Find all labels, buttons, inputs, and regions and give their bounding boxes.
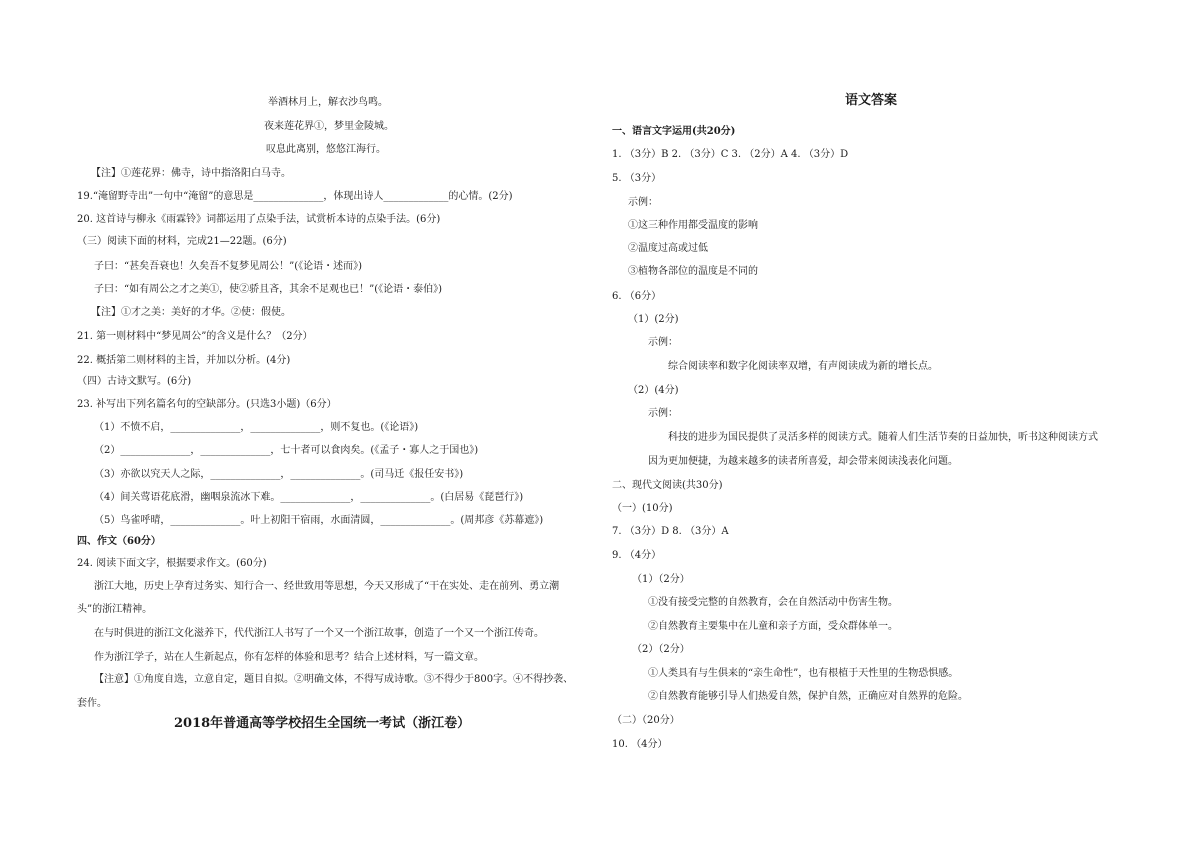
answer-9: 9. （4分） bbox=[612, 550, 662, 561]
answer-5-item-3: ③植物各部位的温度是不同的 bbox=[628, 266, 758, 277]
poem-note: 【注】①莲花界：佛寺，诗中指洛阳白马寺。 bbox=[91, 168, 291, 179]
fill-item-2: （2）______________，______________，七十者可以食肉矣。(《孟子・寡人之于国也》) bbox=[94, 445, 479, 456]
answer-section-2: 二、现代文阅读(共30分) bbox=[612, 480, 723, 491]
essay-prompt-3: 在与时俱进的浙江文化滋养下，代代浙江人书写了一个又一个浙江故事，创造了一个又一个浙江传奇。 bbox=[94, 628, 544, 639]
example-label: 示例： bbox=[648, 408, 678, 419]
answer-9-part-1: （1）（2分） bbox=[632, 574, 690, 585]
fill-item-3: （3）亦欲以究天人之际，______________，______________。(司马迁《报任安书》) bbox=[94, 469, 464, 480]
exam-title: 2018年普通高等学校招生全国统一考试（浙江卷） bbox=[174, 716, 471, 731]
poem-line-3: 叹息此离别，悠悠江海行。 bbox=[266, 144, 386, 155]
essay-prompt-1: 浙江大地，历史上孕育过务实、知行合一、经世致用等思想，今天又形成了“干在实处、走在前列、勇立潮 bbox=[94, 581, 560, 592]
essay-notice-2: 套作。 bbox=[77, 698, 107, 709]
quote-note: 【注】①才之美：美好的才华。②使：假使。 bbox=[91, 307, 291, 318]
fill-item-1: （1）不愤不启，______________，______________，则不复也。(《论语》) bbox=[94, 422, 419, 433]
question-21: 21. 第一则材料中“梦见周公”的含义是什么？（2分） bbox=[77, 331, 313, 342]
answer-9-part-2: （2）（2分） bbox=[632, 644, 690, 655]
quote-2: 子曰：“如有周公之才之美①，使②骄且吝，其余不足观也已！”(《论语・泰伯》) bbox=[94, 284, 443, 295]
question-20: 20. 这首诗与柳永《雨霖铃》词都运用了点染手法，试赏析本诗的点染手法。(6分) bbox=[77, 214, 441, 225]
example-label: 示例： bbox=[628, 197, 658, 208]
answer-6-part-2-text-1: 科技的进步为国民提供了灵活多样的阅读方式。随着人们生活节奏的日益加快，听书这种阅读方式 bbox=[668, 432, 1098, 443]
section-3-heading: （三）阅读下面的材料，完成21—22题。(6分) bbox=[77, 236, 287, 247]
answer-9-part-1-b: ②自然教育主要集中在儿童和亲子方面，受众群体单一。 bbox=[648, 621, 898, 632]
example-label: 示例： bbox=[648, 337, 678, 348]
answer-6-part-2: （2）(4分) bbox=[628, 385, 679, 396]
answers-1-4: 1. （3分）B 2. （3分）C 3. （2分）A 4. （3分）D bbox=[612, 149, 849, 160]
answer-subsection-1: （一）(10分) bbox=[612, 503, 673, 514]
section-4-heading: （四）古诗文默写。(6分) bbox=[77, 376, 192, 387]
answer-10: 10. （4分） bbox=[612, 739, 668, 750]
essay-prompt-4: 作为浙江学子，站在人生新起点，你有怎样的体验和思考？结合上述材料，写一篇文章。 bbox=[94, 652, 484, 663]
answer-subsection-2: （二）（20分） bbox=[612, 715, 680, 726]
answer-title: 语文答案 bbox=[845, 93, 898, 108]
poem-line-2: 夜来莲花界①，梦里金陵城。 bbox=[264, 121, 394, 132]
answer-5-item-1: ①这三种作用都受温度的影响 bbox=[628, 220, 758, 231]
question-23: 23. 补写出下列名篇名句的空缺部分。(只选3小题)（6分） bbox=[77, 399, 337, 410]
answers-7-8: 7. （3分）D 8. （3分）A bbox=[612, 526, 729, 537]
answer-5-item-2: ②温度过高或过低 bbox=[628, 243, 708, 254]
question-19: 19.“淹留野寺出”一句中“淹留”的意思是______________，体现出诗人_____________的心情。(2分) bbox=[77, 191, 513, 202]
answer-9-part-2-a: ①人类具有与生俱来的“亲生命性”，也有根植于天性里的生物恐惧感。 bbox=[648, 668, 959, 679]
answer-5: 5. （3分） bbox=[612, 173, 662, 184]
quote-1: 子曰：“甚矣吾衰也！久矣吾不复梦见周公！”(《论语・述而》) bbox=[94, 261, 363, 272]
answer-9-part-2-b: ②自然教育能够引导人们热爱自然，保护自然，正确应对自然界的危险。 bbox=[648, 691, 968, 702]
fill-item-5: （5）鸟雀呼晴，______________。叶上初阳干宿雨，水面清圆，______________。(周邦彦《苏幕遮》) bbox=[94, 515, 544, 526]
poem-line-1: 举酒林月上，解衣沙鸟鸣。 bbox=[268, 97, 388, 108]
answer-6: 6. （6分） bbox=[612, 291, 662, 302]
essay-prompt-2: 头”的浙江精神。 bbox=[77, 604, 153, 615]
question-22: 22. 概括第二则材料的主旨，并加以分析。(4分) bbox=[77, 355, 291, 366]
question-24: 24. 阅读下面文字，根据要求作文。(60分) bbox=[77, 558, 267, 569]
answer-6-part-1: （1）(2分) bbox=[628, 314, 679, 325]
answer-6-part-2-text-2: 因为更加便捷，为越来越多的读者所喜爱，却会带来阅读浅表化问题。 bbox=[648, 456, 958, 467]
fill-item-4: （4）间关莺语花底滑，幽咽泉流冰下难。______________，______________。(白居易《琵琶行》) bbox=[94, 492, 524, 503]
answer-section-1: 一、语言文字运用(共20分) bbox=[612, 126, 736, 137]
essay-section-heading: 四、作文（60分） bbox=[77, 536, 161, 547]
answer-9-part-1-a: ①没有接受完整的自然教育，会在自然活动中伤害生物。 bbox=[648, 597, 898, 608]
essay-notice-1: 【注意】①角度自选，立意自定，题目自拟。②明确文体，不得写成诗歌。③不得少于800字。④不得抄袭、 bbox=[94, 674, 574, 685]
answer-6-part-1-text: 综合阅读率和数字化阅读率双增，有声阅读成为新的增长点。 bbox=[668, 361, 938, 372]
